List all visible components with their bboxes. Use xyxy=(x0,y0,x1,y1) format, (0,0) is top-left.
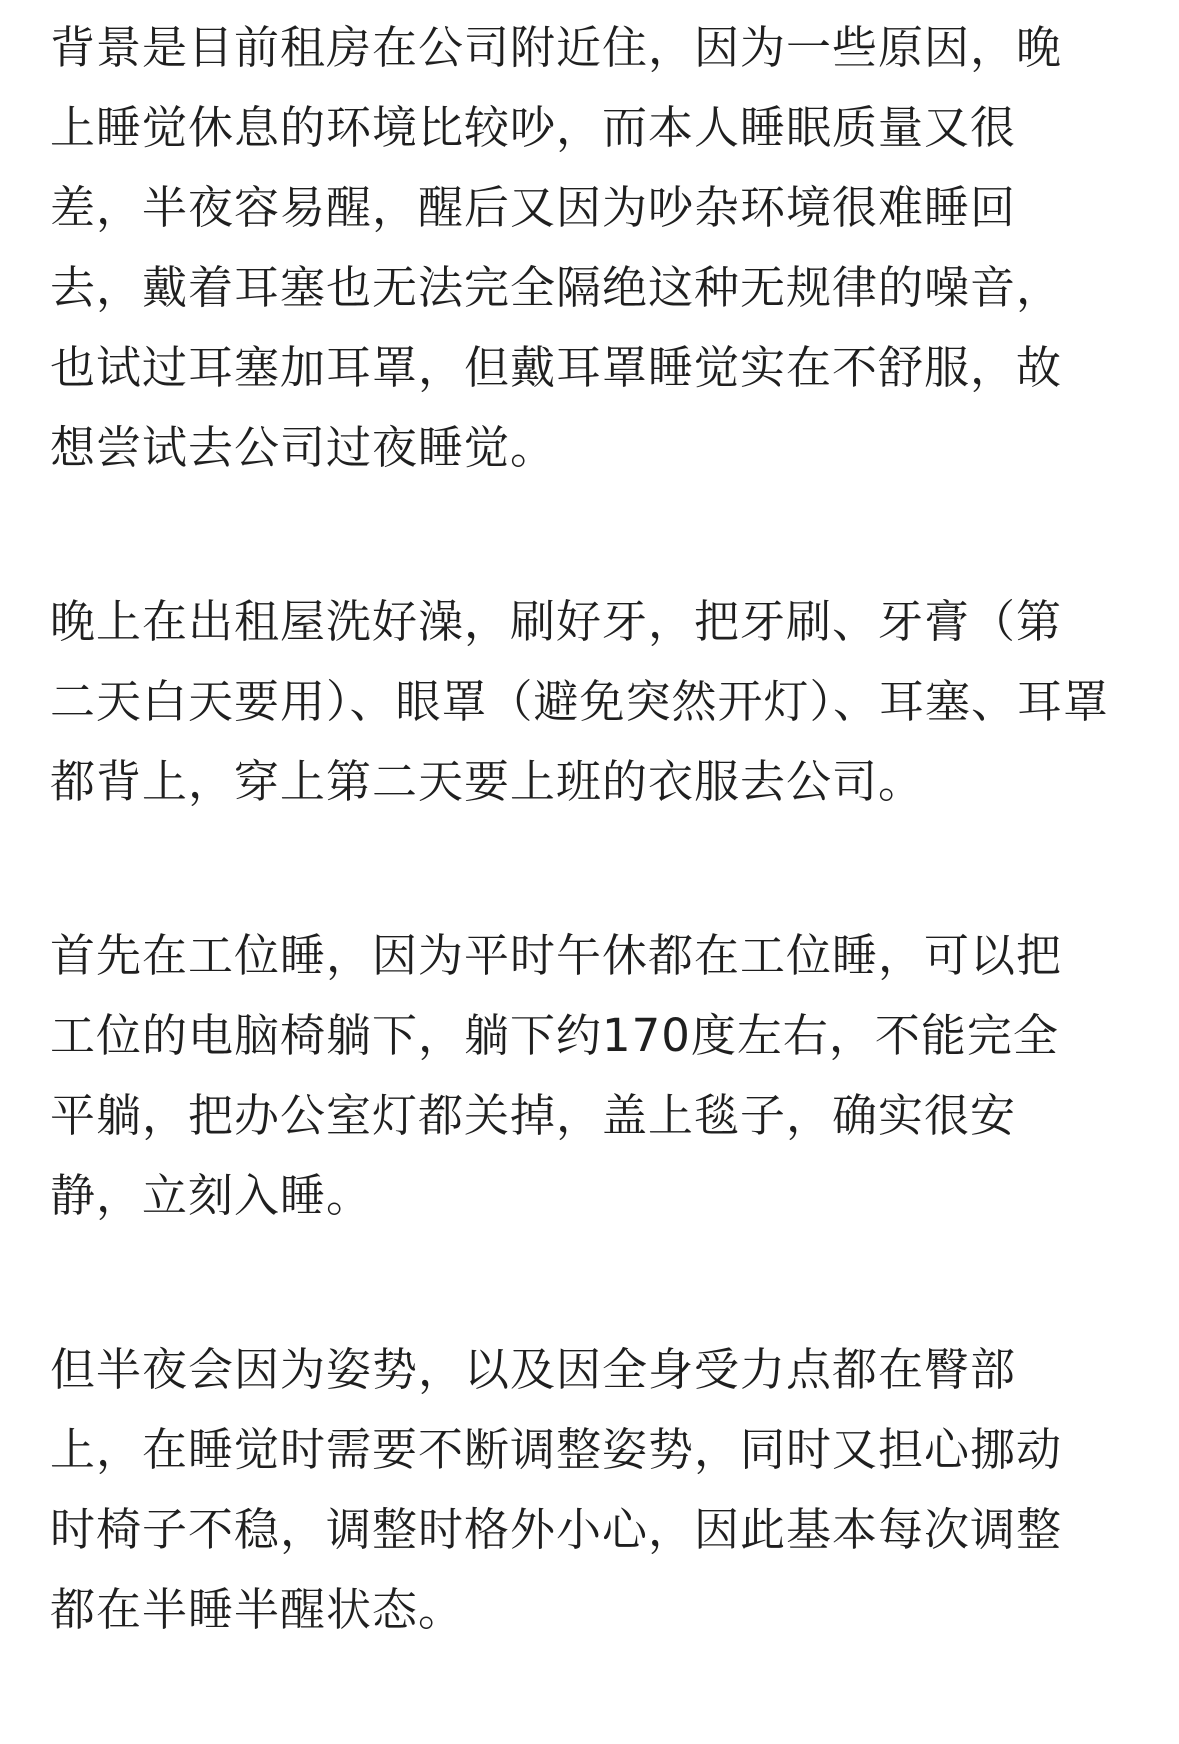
article-body xyxy=(50,0,1150,1744)
text-line: 晚上在出租屋洗好澡，刷好牙，把牙刷、牙膏（第 xyxy=(50,595,1063,648)
text-line: 但半夜会因为姿势，以及因全身受力点都在臀部 xyxy=(50,1343,1017,1396)
text-line: 上睡觉休息的环境比较吵，而本人睡眠质量又很 xyxy=(50,101,1017,154)
text-line: 首先在工位睡，因为平时午休都在工位睡，可以把 xyxy=(50,929,1063,982)
paragraph-1 xyxy=(50,8,1150,488)
text-line: 静，立刻入睡。 xyxy=(50,1169,373,1222)
text-line: 想尝试去公司过夜睡觉。 xyxy=(50,421,557,474)
paragraph-2 xyxy=(50,582,1150,822)
text-line: 都在半睡半醒状态。 xyxy=(50,1583,465,1636)
paragraph-4 xyxy=(50,1330,1150,1650)
text-line: 差，半夜容易醒，醒后又因为吵杂环境很难睡回 xyxy=(50,181,1017,234)
text-line: 也试过耳塞加耳罩，但戴耳罩睡觉实在不舒服，故 xyxy=(50,341,1063,394)
text-line: 平躺，把办公室灯都关掉，盖上毯子，确实很安 xyxy=(50,1089,1017,1142)
text-line: 二天白天要用）、眼罩（避免突然开灯）、耳塞、耳罩 xyxy=(50,675,1110,728)
text-line: 上，在睡觉时需要不断调整姿势，同时又担心挪动 xyxy=(50,1423,1063,1476)
paragraph-3 xyxy=(50,916,1150,1236)
text-line: 去，戴着耳塞也无法完全隔绝这种无规律的噪音， xyxy=(50,261,1063,314)
text-line: 工位的电脑椅躺下，躺下约170度左右，不能完全 xyxy=(50,1009,1059,1062)
text-line: 都背上，穿上第二天要上班的衣服去公司。 xyxy=(50,755,925,808)
text-line: 背景是目前租房在公司附近住，因为一些原因，晚 xyxy=(50,21,1063,74)
text-line: 时椅子不稳，调整时格外小心，因此基本每次调整 xyxy=(50,1503,1063,1556)
